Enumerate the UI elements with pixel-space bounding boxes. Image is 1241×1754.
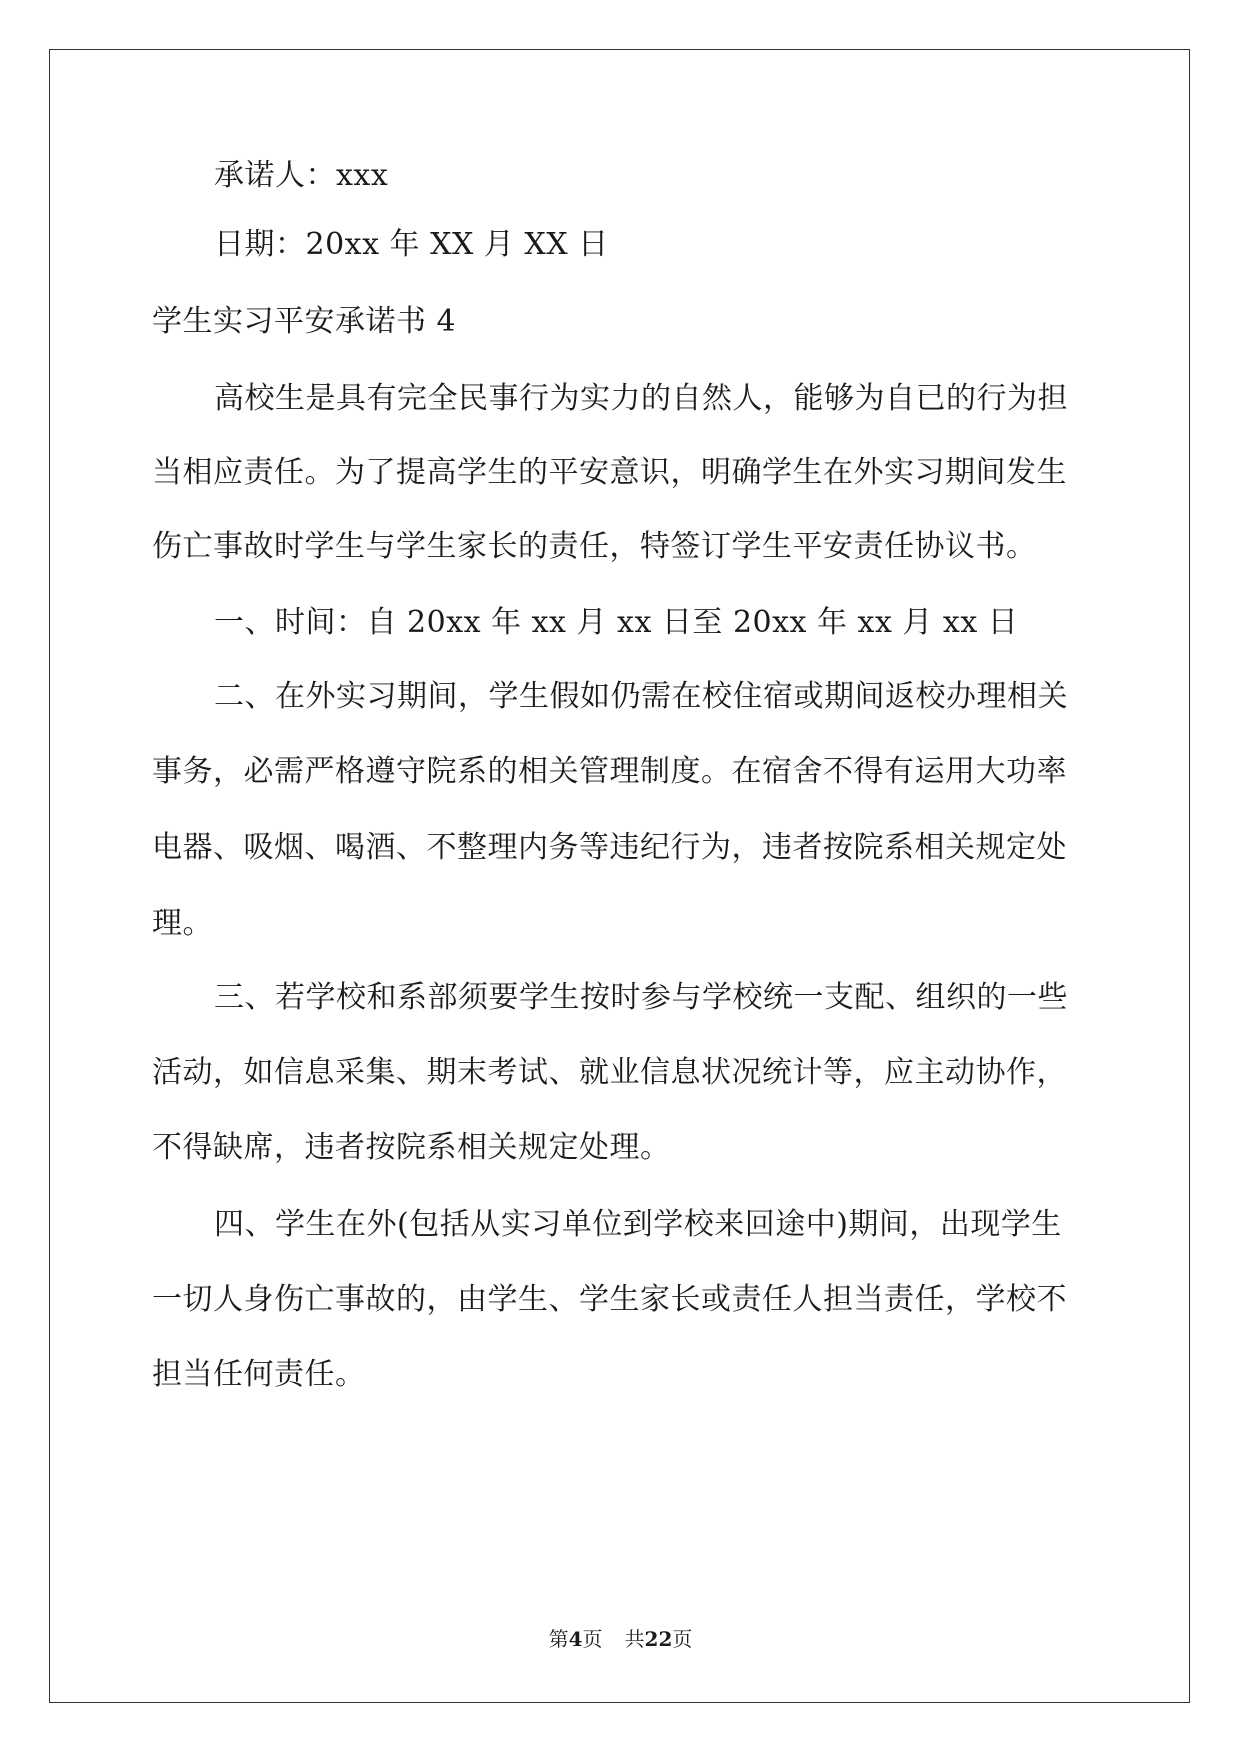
page-suffix: 页 [582, 1627, 603, 1651]
document-heading: 学生实习平安承诺书 4 [152, 304, 457, 339]
paragraph-line: 电器、吸烟、喝酒、不整理内务等违纪行为，违者按院系相关规定处 [152, 830, 1067, 865]
paragraph-line: 四、学生在外(包括从实习单位到学校来回途中)期间，出现学生 [214, 1207, 1062, 1242]
paragraph-line: 三、若学校和系部须要学生按时参与学校统一支配、组织的一些 [214, 980, 1068, 1015]
paragraph-line: 一切人身伤亡事故的，由学生、学生家长或责任人担当责任，学校不 [152, 1282, 1067, 1317]
paragraph-line: 担当任何责任。 [152, 1357, 366, 1392]
page-prefix: 第 [548, 1627, 569, 1651]
paragraph-line: 理。 [152, 906, 213, 941]
page-border [49, 49, 1190, 1703]
paragraph-line: 事务，必需严格遵守院系的相关管理制度。在宿舍不得有运用大功率 [152, 754, 1067, 789]
paragraph-line: 二、在外实习期间，学生假如仍需在校住宿或期间返校办理相关 [214, 679, 1068, 714]
total-suffix: 页 [672, 1627, 693, 1651]
total-pages: 22 [644, 1627, 673, 1651]
page-number: 4 [568, 1627, 583, 1651]
page-footer [0, 1627, 1241, 1651]
paragraph-line: 一、时间：自 20xx 年 xx 月 xx 日至 20xx 年 xx 月 xx 日 [214, 605, 1019, 640]
date-line: 日期：20xx 年 XX 月 XX 日 [214, 227, 609, 262]
total-prefix: 共 [624, 1627, 645, 1651]
paragraph-line: 高校生是具有完全民事行为实力的自然人，能够为自已的行为担 [214, 381, 1068, 416]
paragraph-line: 当相应责任。为了提高学生的平安意识，明确学生在外实习期间发生 [152, 455, 1067, 490]
promisor-line: 承诺人：xxx [214, 158, 389, 193]
paragraph-line: 伤亡事故时学生与学生家长的责任，特签订学生平安责任协议书。 [152, 529, 1037, 564]
paragraph-line: 活动，如信息采集、期末考试、就业信息状况统计等，应主动协作， [152, 1055, 1067, 1090]
paragraph-line: 不得缺席，违者按院系相关规定处理。 [152, 1130, 671, 1165]
